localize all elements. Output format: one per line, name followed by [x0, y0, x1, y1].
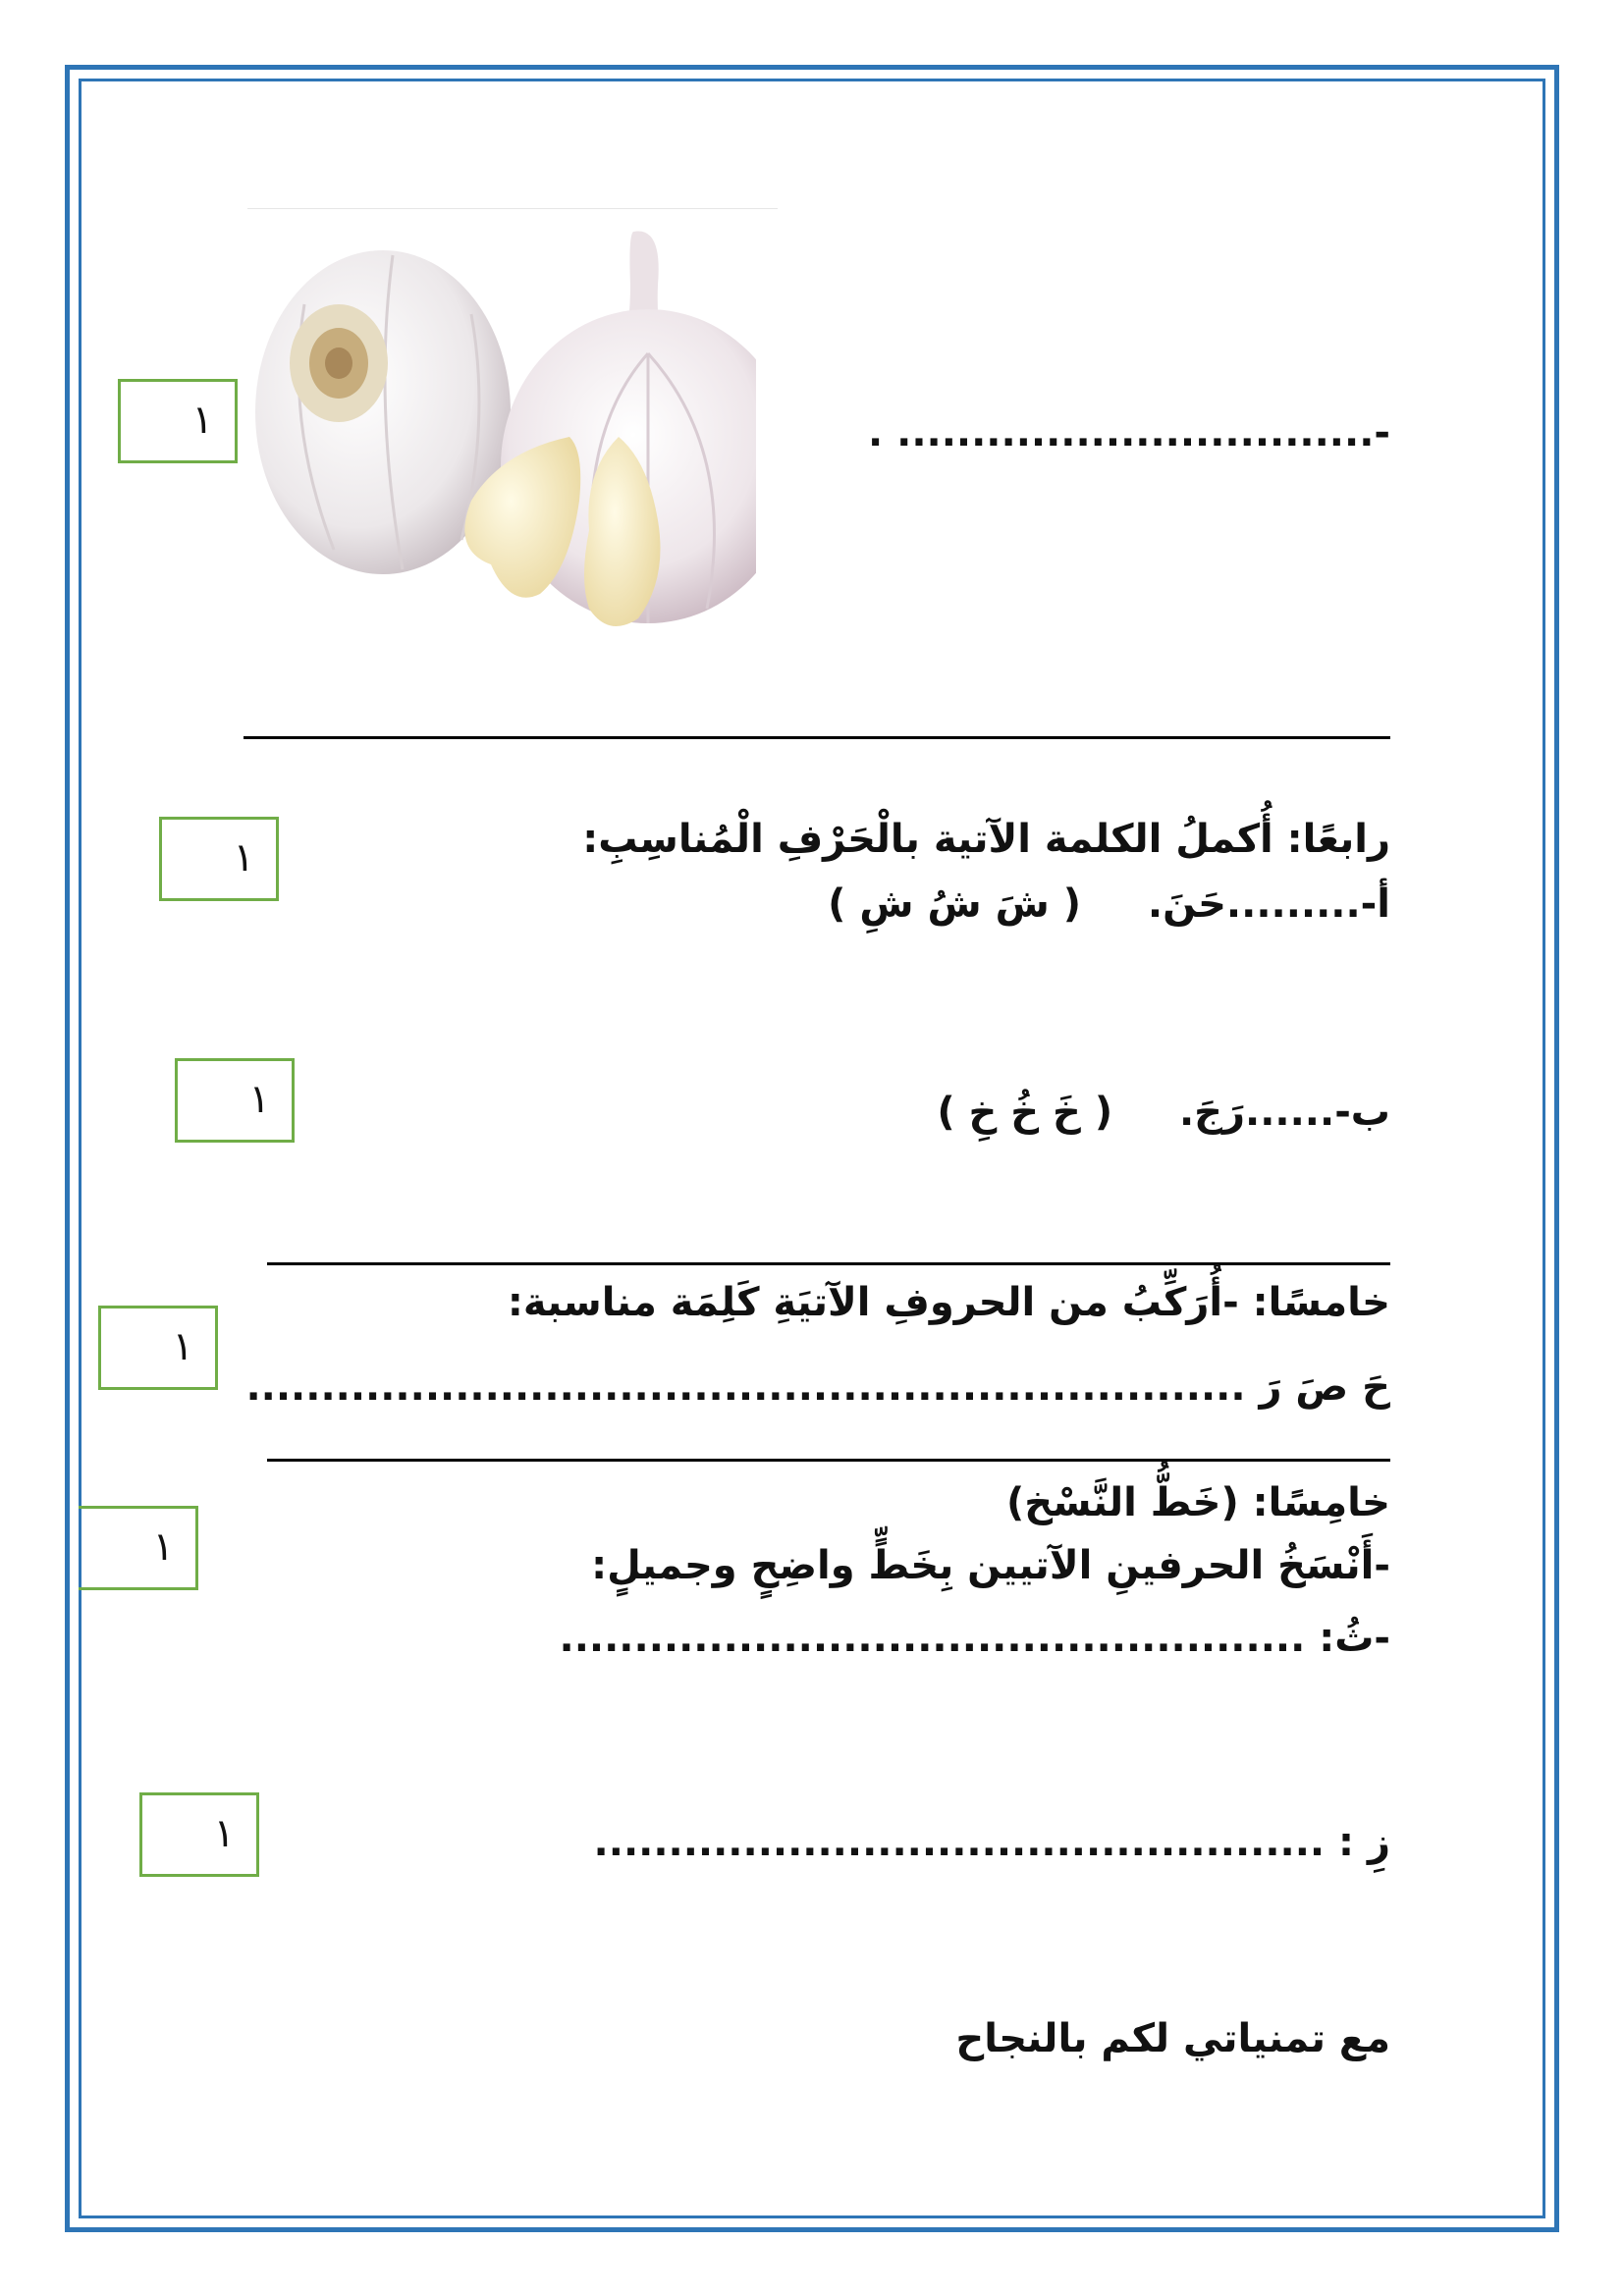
score-box-1: ١ [118, 379, 238, 463]
score-box-2: ١ [159, 817, 279, 901]
score-box-4: ١ [98, 1306, 218, 1390]
q4-a-options: ( شَ شُ شِ ) [828, 881, 1082, 927]
q6-instruction: -أَنْسَخُ الحرفينِ الآتيين بِخَطٍّ واضِحٍ وجميلٍ: [591, 1543, 1390, 1588]
section-divider-2 [267, 1262, 1390, 1265]
q4-item-a: أ-.........حَنَ. ( شَ شُ شِ ) [828, 881, 1390, 927]
q4-b-options: ( خَ خُ خِ ) [937, 1090, 1113, 1135]
score-box-3: ١ [175, 1058, 295, 1143]
closing-message: مع تمنياتي لكم بالنجاح [955, 2016, 1390, 2061]
section-divider-3 [267, 1459, 1390, 1462]
q6-tha-answer-line[interactable]: -ثُ: .................................................. [559, 1616, 1390, 1661]
answer-line-image[interactable]: -................................ . [868, 410, 1390, 455]
q4-title: رابعًا: أُكملُ الكلمة الآتية بالْحَرْفِ الْمُناسِبِ: [582, 817, 1390, 862]
q5-letters-answer-line[interactable]: حَ صَ رَ ................................................................... [245, 1364, 1390, 1410]
garlic-image [245, 226, 756, 663]
q6-zay-answer-line[interactable]: زِ : ................................................. [593, 1820, 1390, 1865]
q5-title: خامسًا: -أُرَكِّبُ من الحروفِ الآتيَةِ كَلِمَة مناسبة: [507, 1280, 1390, 1325]
score-box-6: ١ [139, 1792, 259, 1877]
score-box-5: ١ [79, 1506, 198, 1590]
q4-item-b: ب-......رَجَ. ( خَ خُ خِ ) [937, 1090, 1390, 1135]
q6-title: خامِسًا: (خَطُّ النَّسْخ) [1006, 1480, 1390, 1525]
section-divider-1 [244, 736, 1390, 739]
image-top-rule [247, 208, 778, 209]
